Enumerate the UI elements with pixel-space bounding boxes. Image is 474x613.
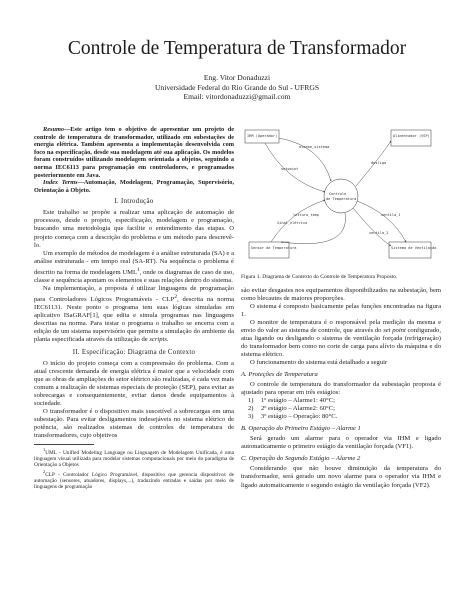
subsection-c-text: Considerando que não houve diminuição da temperatura do transformador, será gerado um novo alarme para o operador via IHM e ligado automaticamente o segundo estágio da ventilação forçada (VF2). xyxy=(241,465,441,489)
stage-item-3 xyxy=(241,413,441,421)
label-ventilacao: Sistema de Ventilação xyxy=(391,246,437,250)
right-p2-text: O monitor de temperatura é o responsável pela medição da mesma e envio do valor ao sistema de controle, que através do xyxy=(241,318,441,334)
subsection-b-heading: B. Operação do Primeiro Estágio – Alarme 1 xyxy=(241,425,361,433)
author-name: Eng. Vitor Donaduzzi xyxy=(203,73,271,82)
stage-item-3-number: 3) xyxy=(248,413,254,421)
paper-title: Controle de Temperatura de Transformador xyxy=(67,38,407,59)
footnote-2-text: CLP - Controlador Lógico Programável, dispositivo que gerencia dispositivos de automação (sensores, atuadores, displays,...), traduzindo entradas e saídas por meio de linguagens de programação xyxy=(34,471,234,491)
right-column xyxy=(241,126,441,490)
footnote-1-mark: 1 xyxy=(43,447,46,453)
right-p2-text-cont: configurado, atua ligando ou desligando o sistema de ventilação forçada (refrigeração) do transformador bem como no corte de carga para alívio da máquina e do sistema elétrico. xyxy=(241,326,441,358)
label-alimentador: Alimentador (VSP) xyxy=(393,134,430,138)
figure-caption: Figura 1. Diagrama de Contexto do Controle de Temperatura Proposto. xyxy=(241,274,398,280)
label-process-2: de Temperatura xyxy=(326,197,357,201)
process-circle xyxy=(324,179,358,213)
right-paragraph-2 xyxy=(241,319,441,359)
stage-item-2-text: 2º estágio – Alarme2: 60°C; xyxy=(261,405,335,413)
context-diagram-svg xyxy=(241,126,441,271)
subsection-a-text: O controle de temperatura do transformador da subestação proposta é ajustado para operar em três estágios: xyxy=(241,381,441,397)
context-diagram xyxy=(241,126,441,271)
stage-item-1-number: 1) xyxy=(248,397,254,405)
right-paragraph-1: O sistema é composto basicamente pelas funções encontradas na figura 1. xyxy=(241,302,441,318)
footnote-rule xyxy=(34,444,94,445)
right-paragraph-3: O funcionamento do sistema está detalhado a seguir xyxy=(250,358,388,366)
section-heading-introduction: I. Introdução xyxy=(114,198,154,206)
footnote-2 xyxy=(34,469,234,491)
intro-p3-end: . xyxy=(166,336,169,344)
footnote-ref-1: 1 xyxy=(136,266,140,273)
box-alimentador xyxy=(391,130,431,146)
intro-p2-text: Um exemplo de métodos de modelagem é a análise estruturada (SA) e a análise estruturada - em tempo real (SA-RT). Na sequência o problema é descrito na forma de modelagem UML xyxy=(34,249,234,276)
label-sensor: Sensor de Temperatura xyxy=(251,246,297,250)
right-p2-italic: set point xyxy=(383,326,406,334)
label-ihm: IHM (Operador) xyxy=(247,134,278,138)
context-paragraph-1: O início do projeto começa com a compreensão do problema. Com a atual crescente demanda de energia elétrica é maior que a velocidade com que as obras de ampliações do setor elétrico são realizadas, é cada vez mais comum a realização de sistemas especiais de proteção (SEP), para evitar as sobrecargas e consequentemente, evitar danos desde equipamentos à sociedade. xyxy=(34,359,234,407)
box-sensor xyxy=(249,242,289,258)
index-terms-label: Index Terms xyxy=(43,179,78,187)
flow-desliga: desliga xyxy=(371,161,387,165)
intro-paragraph-1: Este trabalho se propõe a realizar uma aplicação de automação de processos, desde o projeto, especificação, modelagem e programação, buscando uma metodologia que facilite o entendimento das etapas. O projeto começa com a descrição do problema e um método para descrevê-lo. xyxy=(34,209,234,249)
subsection-b-text: Será gerado um alarme para o operador via IHM e ligado automaticamente o primeiro estágio da ventilação forçada (VF1). xyxy=(241,435,441,451)
subsection-c-heading: C. Operação do Segundo Estágio – Alarme 2 xyxy=(241,455,361,463)
footnote-1-text: UML - Unified Modeling Language ou Linguagem de Modelagem Unificada, é uma linguagem visual utilizada para modelar sistemas computacionais por meio do paradigma de Orientação a Objetos xyxy=(34,449,234,469)
stage-item-1-text: 1º estágio – Alarme1: 40°C; xyxy=(261,397,335,405)
left-column xyxy=(34,126,234,490)
abstract: Resumo—Este artigo tem o objetivo de apresentar um projeto de controle de temperatura de transformador, utilizado em subestações de energia elétrica. Também apresenta a implementação desenvolvida com foco na especificação, desde sua modelagem até sua aplicação. Os modelos foram construídos utilizando modelagem orientada a objetos, seguindo a norma IEC6113 para programação em controladores, e programados posteriormente em Java. xyxy=(34,126,234,179)
intro-paragraph-2 xyxy=(34,250,234,285)
subsection-a-heading: A. Proteções de Temperatura xyxy=(241,370,318,378)
abstract-text: Este artigo tem o objetivo de apresentar um projeto de controle de temperatura de transformador, utilizado em subestações de energia elétrica. Também apresenta a implementação desenvolvida com foco na especificação, desde sua modelagem até sua aplicação. Os modelos foram construídos utilizando modelagem orientada a objetos, seguindo a norma IEC6113 para programação em controladores, e programados posteriormente em Java. xyxy=(34,126,234,179)
footnote-ref-2: 2 xyxy=(174,294,177,301)
flow-leitura: leitura_temp xyxy=(293,213,319,217)
flow-ventila-2: ventila_2 xyxy=(369,231,389,235)
flow-alarme: alarme_sistema xyxy=(299,145,330,149)
context-paragraph-2: O transformador é o dispositivo mais suscetível a sobrecargas em uma subestação. Para evitar desligamentos indesejáveis no sistema elétrico de potência, são realizados sistemas de controles de temperatura de transformadores, cujo objetivos xyxy=(34,407,234,439)
stage-item-1 xyxy=(241,397,441,405)
box-ventilacao xyxy=(389,242,431,258)
intro-p3-text: Na implementação, a proposta é utilizar linguagens de programação para Controladores Lógicos Programáveis - CLP xyxy=(34,285,234,304)
abstract-label: Resumo xyxy=(43,126,64,133)
intro-p3-text-cont: , descrita na norma IEC61131. Neste ponto o programa tem suas lógicas simuladas em aplicativo ISaGRAF[1], que edita e simula programas nas linguagens descritas na norma. Para testar o programa o trabalho se encerra com a edição de um sistema supervisório que permite a simulação do ambiente da planta especificada através da utilização de xyxy=(34,296,234,344)
section-heading-context: II. Especificação: Diagrama de Contexto xyxy=(72,348,196,356)
stage-item-3-text: 3º estágio – Operação: 80°C. xyxy=(261,413,338,421)
footnote-1 xyxy=(34,447,234,469)
footnote-2-mark: 2 xyxy=(43,468,46,474)
intro-paragraph-3 xyxy=(34,285,234,345)
flow-ventila-1: ventila_1 xyxy=(381,213,401,217)
index-terms-text: Automação, Modelagem, Programação, Supervisório, Orientação à Objeto. xyxy=(34,179,234,194)
right-paragraph-0: são evitar desgastes nos equipamentos disponibilizados na subestação, bem como blecautes de maiores proporções. xyxy=(241,286,441,302)
author-block xyxy=(0,73,474,102)
intro-p3-italic: scripts xyxy=(149,336,167,344)
flow-setpoint: setpoint xyxy=(281,167,299,171)
label-process-1: Controle xyxy=(329,192,347,196)
author-affiliation: Universidade Federal do Rio Grande do Sul - UFRGS xyxy=(154,82,320,92)
flow-sinal: Sinal_elétrico xyxy=(277,221,308,225)
index-terms: Index Terms—Automação, Modelagem, Programação, Supervisório, Orientação à Objeto. xyxy=(34,179,234,194)
stage-item-2 xyxy=(241,405,441,413)
intro-p2-text-cont: , onde os diagramas de caso de uso, classe e sequência apontam os elementos e suas relações dentro do sistema. xyxy=(34,268,235,284)
author-email: Email: vitordonaduzzi@gmail.com xyxy=(183,92,291,102)
stage-item-2-number: 2) xyxy=(248,405,254,413)
